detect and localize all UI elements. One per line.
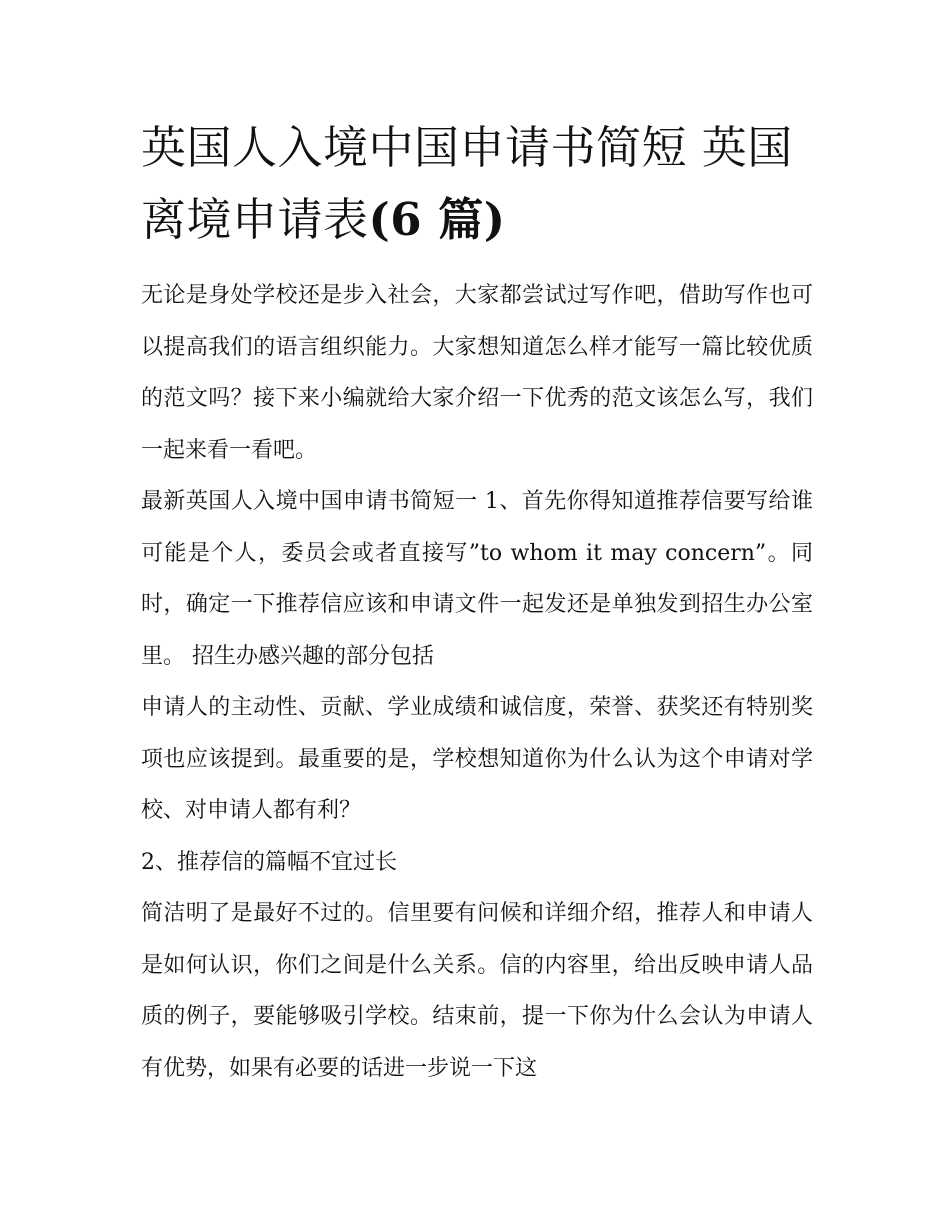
- paragraph-intro: 无论是身处学校还是步入社会，大家都尝试过写作吧，借助写作也可以提高我们的语言组织能力。大家想知道怎么样才能写一篇比较优质的范文吗？接下来小编就给大家介绍一下优秀的范文该怎么写，我们一起来看一看吧。: [141, 283, 813, 463]
- paragraph-section-1: 最新英国人入境中国申请书简短一 1、首先你得知道推荐信要写给谁 可能是个人，委员会或者直接写”to whom it may concern”。同时，确定一下推荐信应该和申请文件一起发还是单独发到招生办公室里。 招生办感兴趣的部分包括: [141, 489, 813, 669]
- paragraph-section-2-body: 简洁明了是最好不过的。信里要有问候和详细介绍，推荐人和申请人是如何认识，你们之间是什么关系。信的内容里，给出反映申请人品质的例子，要能够吸引学校。结束前，提一下你为什么会认为申请人有优势，如果有必要的话进一步说一下这: [141, 901, 813, 1081]
- title-text: 英国人入境中国申请书简短 英国离境申请表: [141, 121, 793, 246]
- document-body: [141, 112, 813, 1094]
- paragraph-section-2-heading: 2、推荐信的篇幅不宜过长: [141, 849, 397, 875]
- title-suffix: (6 篇): [368, 193, 506, 246]
- document-title: [141, 112, 813, 256]
- paragraph-applicant-qualities: 申请人的主动性、贡献、学业成绩和诚信度，荣誉、获奖还有特别奖项也应该提到。最重要的是，学校想知道你为什么认为这个申请对学校、对申请人都有利？: [141, 695, 813, 823]
